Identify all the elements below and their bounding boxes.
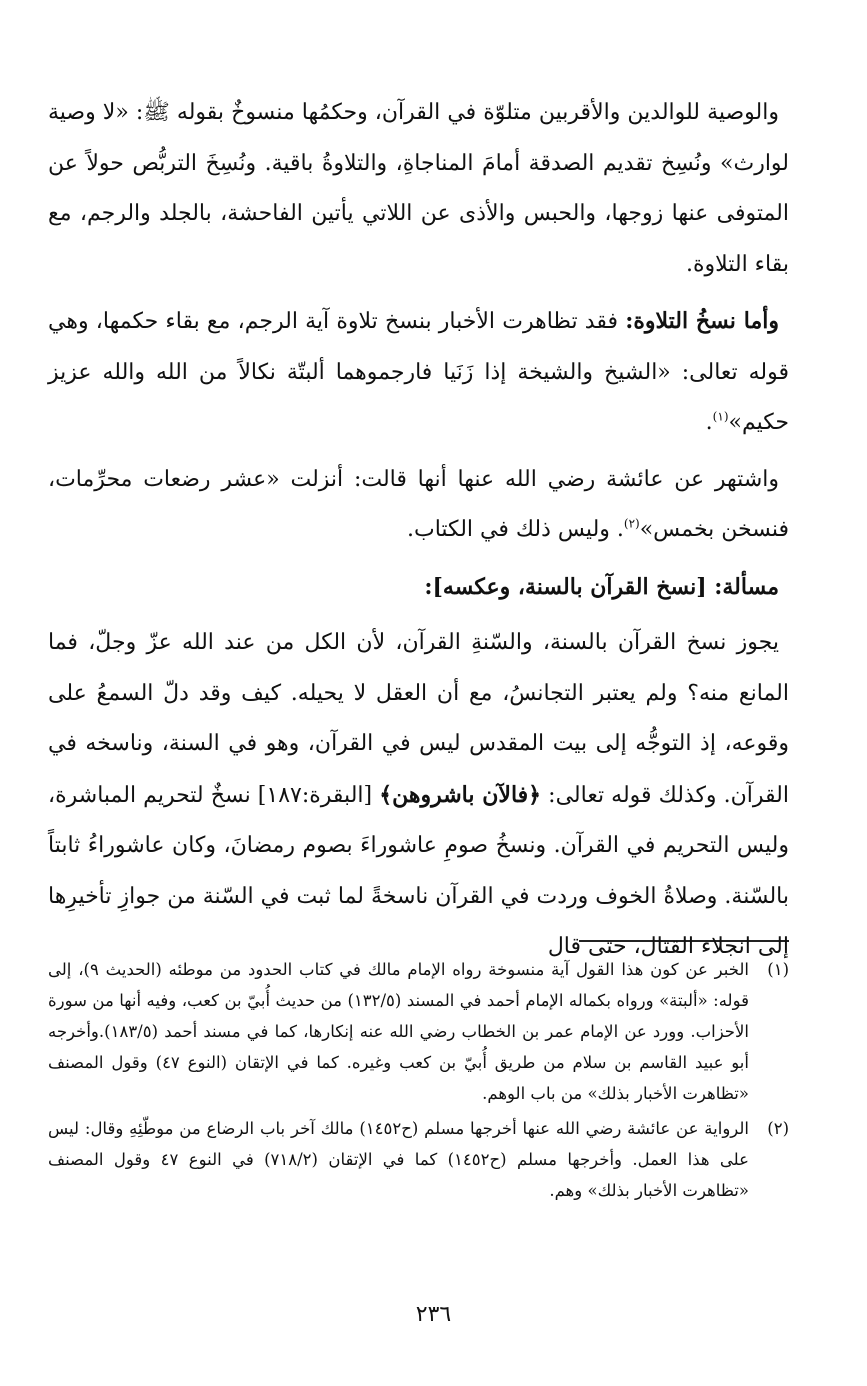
paragraph-text: واشتهر عن عائشة رضي الله عنها أنها قالت: أنزلت «عشر رضعات محرِّمات، فنسخن بخمس» (48, 466, 789, 542)
body-text (48, 88, 789, 973)
page-number: ٢٣٦ (415, 1302, 452, 1327)
footnote-1 (48, 954, 789, 1109)
quran-quote: ﴿فالآن باشروهن﴾ (379, 781, 542, 808)
footnote-number: (٢) (767, 1119, 789, 1138)
paragraph-text: يجوز نسخ القرآن بالسنة، والسّنةِ القرآن، لأن الكل من عند الله عزّ وجلّ، فما المانع منه؟ ولم يعتبر التجانسُ، مع أن العقل لا يحيله. كيف وقد دلّ السمعُ على وقوعه، إذ التوجُّه إلى بيت المقدس ليس في القرآن، وهو في السنة، وناسخه في القرآن. وكذلك قوله تعالى: (48, 630, 789, 808)
paragraph-text-continued: [البقرة:١٨٧] نسخٌ لتحريم المباشرة، وليس التحريم في القرآن. ونسخُ صومِ عاشوراءَ بصوم رمضانَ، وكان عاشوراءُ ثابتاً بالسّنة. وصلاةُ الخوف وردت في القرآن ناسخةً لما ثبت في السّنة من جوازِ تأخيرِها إلى انجلاء القتال، حتى قال (48, 782, 789, 959)
paragraph-text: والوصية للوالدين والأقربين متلوّة في القرآن، وحكمُها منسوخٌ بقوله ﷺ: «لا وصية لوارث» ونُسِخ تقديم الصدقة أمامَ المناجاةِ، والتلاوةُ باقية. ونُسِخَ التربُّص حولاً عن المتوفى عنها زوجها، والحبس والأذى عن اللاتي يأتين الفاحشة، بالجلد والرجم، مع بقاء التلاوة. (48, 100, 789, 277)
footnote-text: الرواية عن عائشة رضي الله عنها أخرجها مسلم (ح١٤٥٢) مالك آخر باب الرضاع من موطّئِهِ وقال: ليس على هذا العمل. وأخرجها مسلم (ح١٤٥٢) كما في الإتقان (٧١٨/٢) في النوع ٤٧ وقول المصنف «تظاهرت الأخبار بذلك» وهم. (48, 1119, 749, 1200)
paragraph-tail: . وليس ذلك في الكتاب. (407, 517, 624, 542)
paragraph-recitation-abrogation (48, 88, 789, 290)
paragraph-sunnah-abrogation (48, 618, 789, 973)
paragraph-tail: . (705, 410, 713, 435)
main-text-area (48, 88, 789, 959)
footnote-ref-1[interactable]: (١) (712, 409, 729, 424)
paragraph-aisha-report (48, 455, 789, 556)
footnote-number: (١) (767, 960, 789, 979)
footnote-2 (48, 1113, 789, 1206)
footnotes (48, 954, 789, 1206)
paragraph-abrogation-of-recitation (48, 296, 789, 449)
footnote-text: الخبر عن كون هذا القول آية منسوخة رواه الإمام مالك في كتاب الحدود من موطئه (الحديث ٩)، إلى قوله: «ألبتة» ورواه بكماله الإمام أحمد في المسند (١٣٢/٥) من حديث أُبيّ بن كعب، وفيه أنها من سورة الأحزاب. وورد عن الإمام عمر بن الخطاب رضي الله عنه إنكارها، كما في مسند أحمد (١٨٣/٥).وأخرجه أبو عبيد القاسم بن سلام من طريق أُبيّ بن كعب وغيره. كما في الإتقان (النوع ٤٧) وقول المصنف «تظاهرت الأخبار بذلك» من باب الوهم. (48, 960, 749, 1103)
section-heading: مسألة: [نسخ القرآن بالسنة، وعكسه]: (424, 573, 779, 600)
paragraph-bold-lead: وأما نسخُ التلاوة: (625, 308, 779, 334)
footnote-ref-2[interactable]: (٢) (623, 516, 640, 531)
paragraph-text: فقد تظاهرت الأخبار بنسخ تلاوة آية الرجم، مع بقاء حكمها، وهي قوله تعالى: «الشيخ والشيخة إذا زَنَيا فارجموهما ألبتّة نكالاً من الله والله عزيز حكيم» (48, 309, 789, 435)
